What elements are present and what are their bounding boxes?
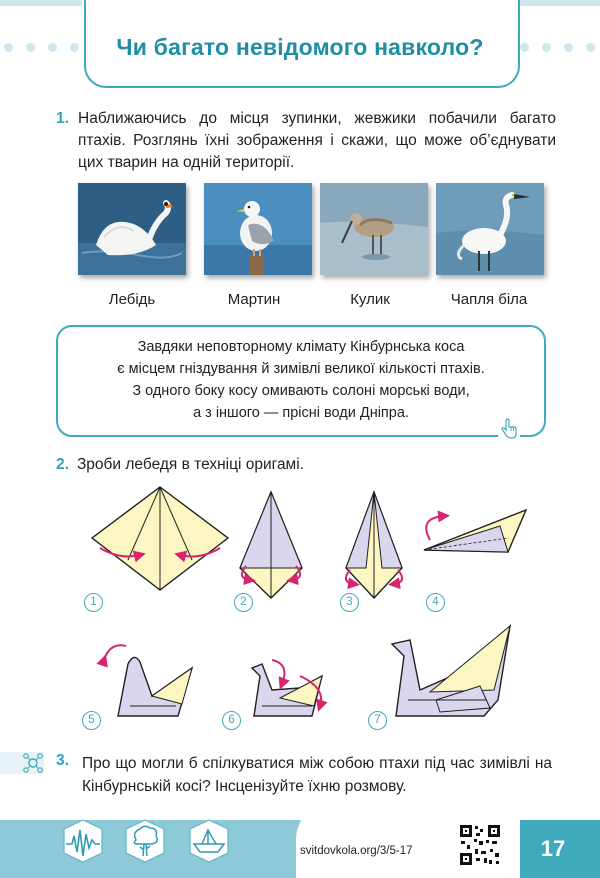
qr-code-icon[interactable] [458, 823, 502, 867]
task-2-number: 2. [56, 456, 69, 473]
step-number-5: 5 [82, 711, 101, 730]
task-1-text: Наближаючись до місця зупинки, жевжики побачили багато птахів. Розглянь їхні зображення і скажи, що може об’єднувати цих тварин на одній території. [78, 110, 556, 171]
task-3-number: 3. [56, 752, 69, 769]
task-2 [56, 456, 304, 474]
caption-seagull: Мартин [227, 291, 281, 308]
seagull-photo [204, 183, 312, 275]
origami-step-5 [104, 645, 192, 716]
info-box [56, 325, 546, 437]
info-line-2: є місцем гніздування й зимівлі великої кількості птахів. [117, 361, 485, 377]
task-2-text: Зроби лебедя в техніці оригамі. [76, 456, 304, 473]
task-1-number: 1. [56, 110, 69, 127]
step-number-2: 2 [234, 593, 253, 612]
step-number-3: 3 [340, 593, 359, 612]
egret-photo [436, 183, 544, 275]
tree-icon [120, 816, 170, 866]
decor-dots-right [520, 43, 595, 52]
sandpiper-photo [320, 183, 428, 275]
origami-step-3 [346, 492, 402, 598]
bird-photos [78, 183, 540, 275]
origami-step-2 [240, 492, 302, 598]
top-band-left [0, 0, 82, 6]
caption-sandpiper: Кулик [350, 291, 390, 308]
paper-boat-icon [184, 816, 234, 866]
origami-step-6 [252, 660, 322, 716]
page-title: Чи багато невідомого навколо? [116, 34, 484, 60]
origami-step-1 [92, 487, 228, 590]
task-1 [56, 108, 556, 174]
info-line-4: а з іншого — прісні води Дніпра. [193, 405, 409, 421]
swan-photo [78, 183, 186, 275]
step-number-6: 6 [222, 711, 241, 730]
step-number-4: 4 [426, 593, 445, 612]
caption-swan: Лебідь [108, 291, 156, 308]
top-band-right [516, 0, 600, 6]
sound-wave-icon [58, 816, 108, 866]
origami-step-7 [392, 626, 510, 716]
caption-egret: Чапля біла [450, 291, 528, 308]
step-number-7: 7 [368, 711, 387, 730]
info-line-1: Завдяки неповторному клімату Кінбурнська коса [137, 339, 465, 355]
task-3-text: Про що могли б спілкуватися між собою птахи під час зимівлі на Кінбурнській косі? Інсценізуйте їхню розмову. [82, 755, 552, 795]
info-line-3: З одного боку косу омивають солоні морські води, [132, 383, 470, 399]
step-number-1: 1 [84, 593, 103, 612]
group-work-icon [22, 752, 44, 774]
origami-step-4 [424, 510, 526, 552]
page-number: 17 [540, 836, 566, 861]
footer-url[interactable]: svitdovkola.org/3/5-17 [300, 845, 413, 857]
pointing-hand-icon [498, 418, 520, 440]
